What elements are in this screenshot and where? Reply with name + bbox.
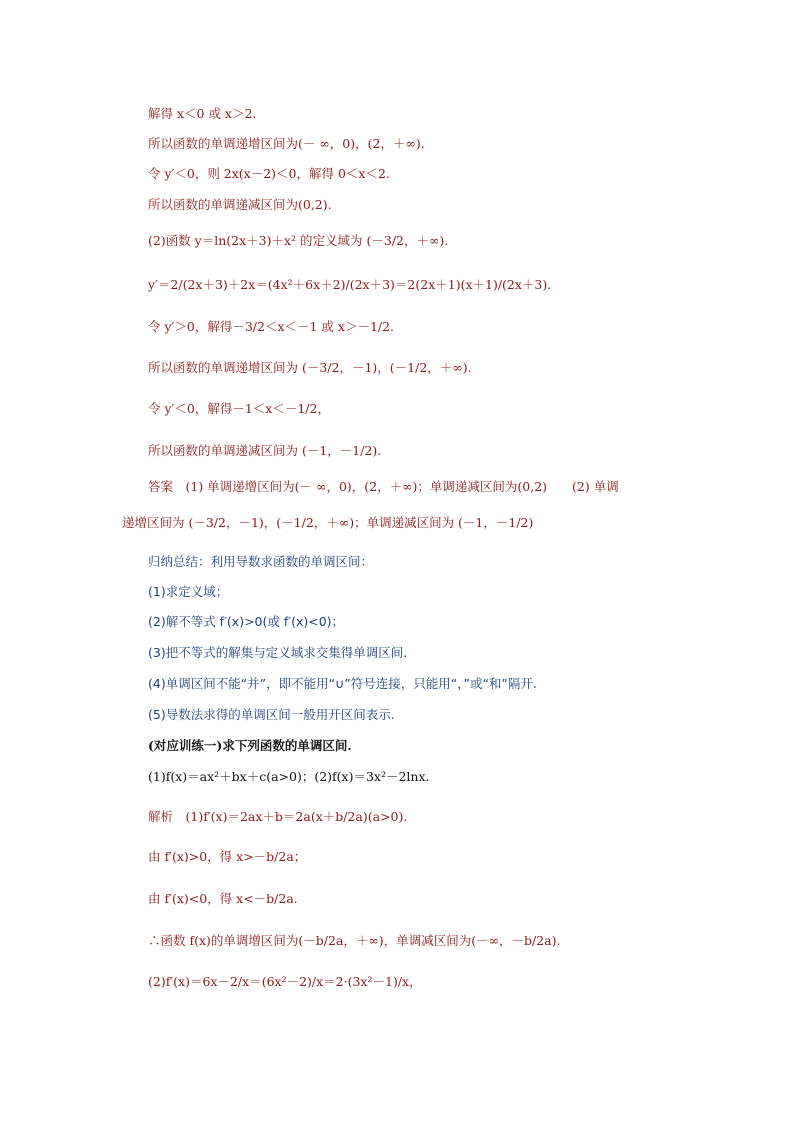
answer-line: 答案 (1) 单调递增区间为(－ ∞，0)，(2，＋∞)；单调递减区间为(0,2) (2) 单调 (148, 479, 619, 494)
exercise-solution-line: 由 f′(x)>0，得 x>－b/2a； (148, 849, 307, 864)
summary-item: (3)把不等式的解集与定义域求交集得单调区间. (148, 645, 408, 660)
solution-line: 所以函数的单调递减区间为(0,2). (148, 197, 332, 212)
summary-item: (2)解不等式 f′(x)>0(或 f′(x)<0)； (148, 614, 345, 629)
exercise-heading: (对应训练一)求下列函数的单调区间. (148, 738, 352, 753)
solution-line: 所以函数的单调递增区间为(－ ∞，0)，(2，＋∞). (148, 136, 425, 151)
solution-line: 解得 x＜0 或 x＞2. (148, 106, 257, 121)
summary-item: (1)求定义域； (148, 584, 229, 599)
solution-line: 令 y′＜0，则 2x(x－2)＜0，解得 0＜x＜2. (148, 166, 390, 181)
solution-line: 令 y′＜0，解得－1＜x＜－1/2， (148, 401, 330, 416)
solution-line: y′＝2/(2x＋3)＋2x＝(4x²＋6x＋2)/(2x＋3)＝2(2x＋1)(x＋1)/(2x＋3). (148, 277, 552, 292)
solution-line: 令 y′＞0，解得－3/2＜x＜－1 或 x＞－1/2. (148, 319, 395, 334)
exercise-solution-line: 解析 (1)f′(x)＝2ax＋b＝2a(x＋b/2a)(a>0). (148, 809, 408, 824)
summary-heading: 归纳总结：利用导数求函数的单调区间： (148, 554, 374, 569)
summary-item: (5)导数法求得的单调区间一般用开区间表示. (148, 707, 395, 722)
answer-line: 递增区间为 (－3/2，－1)，(－1/2，＋∞)；单调递减区间为 (－1，－1/2) (122, 515, 534, 530)
solution-line: (2)函数 y＝ln(2x＋3)＋x² 的定义域为 (－3/2，＋∞). (148, 233, 449, 248)
exercise-problem: (1)f(x)＝ax²＋bx＋c(a>0)；(2)f(x)＝3x²－2lnx. (148, 769, 430, 784)
solution-line: 所以函数的单调递增区间为 (－3/2，－1)，(－1/2，＋∞). (148, 360, 472, 375)
exercise-solution-line: ∴函数 f(x)的单调增区间为(－b/2a，＋∞)，单调减区间为(－∞，－b/2a). (148, 933, 561, 948)
summary-item: (4)单调区间不能“并”，即不能用“∪”符号连接，只能用“，”或“和”隔开. (148, 676, 537, 691)
exercise-solution-line: 由 f′(x)<0，得 x<－b/2a. (148, 891, 298, 906)
solution-line: 所以函数的单调递减区间为 (－1，－1/2). (148, 443, 382, 458)
exercise-solution-line: (2)f′(x)＝6x－2/x＝(6x²－2)/x＝2·(3x²－1)/x， (148, 974, 422, 989)
